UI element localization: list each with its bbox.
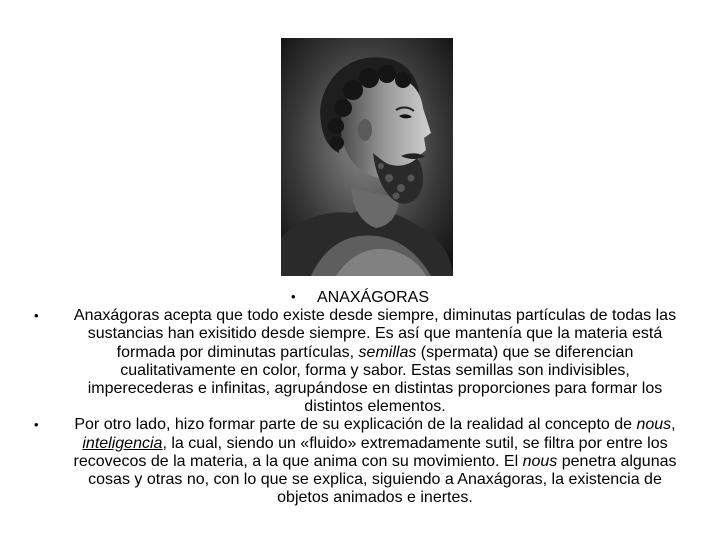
bullet-marker: • xyxy=(34,417,39,433)
paragraph-semillas xyxy=(70,307,680,416)
paragraph-nous xyxy=(70,416,680,507)
bullet-item-2 xyxy=(34,416,680,507)
paragraph-text: (spermata) que se diferencian cualitativamente en color, forma y sabor. Estas semillas son indivisibles, imperecederas e infinitas, agrupándose en distintas proporciones para formar los distintos elementos. xyxy=(87,343,663,416)
emphasis-inteligencia: inteligencia xyxy=(82,434,163,452)
slide-text xyxy=(34,288,680,507)
paragraph-text: , la cual, siendo un «fluido» extremadamente sutil, se filtra por entre los recovecos de la materia, a la que anima con su movimiento. El xyxy=(73,434,668,470)
bullet-marker: • xyxy=(34,308,39,324)
paragraph-text: Anaxágoras acepta que todo existe desde siempre, diminutas partículas de todas las sustancias han exisitido desde siempre. Es así que mantenía que la materia está formada por diminutas partículas, xyxy=(73,307,677,361)
bullet-marker: • xyxy=(290,289,296,304)
emphasis-nous: nous xyxy=(636,416,672,434)
paragraph-text: , xyxy=(671,416,676,434)
anaxagoras-portrait xyxy=(281,38,453,276)
slide-heading xyxy=(40,288,680,307)
bullet-item-1 xyxy=(34,307,680,416)
emphasis-semillas: semillas xyxy=(358,343,417,361)
emphasis-nous: nous xyxy=(522,452,558,470)
heading-text: ANAXÁGORAS xyxy=(316,289,430,306)
paragraph-text: penetra algunas cosas y otras no, con lo que se explica, siguiendo a Anaxágoras, la existencia de objetos animados e inertes. xyxy=(88,452,677,507)
paragraph-text: Por otro lado, hizo formar parte de su explicación de la realidad al concepto de xyxy=(74,416,637,434)
